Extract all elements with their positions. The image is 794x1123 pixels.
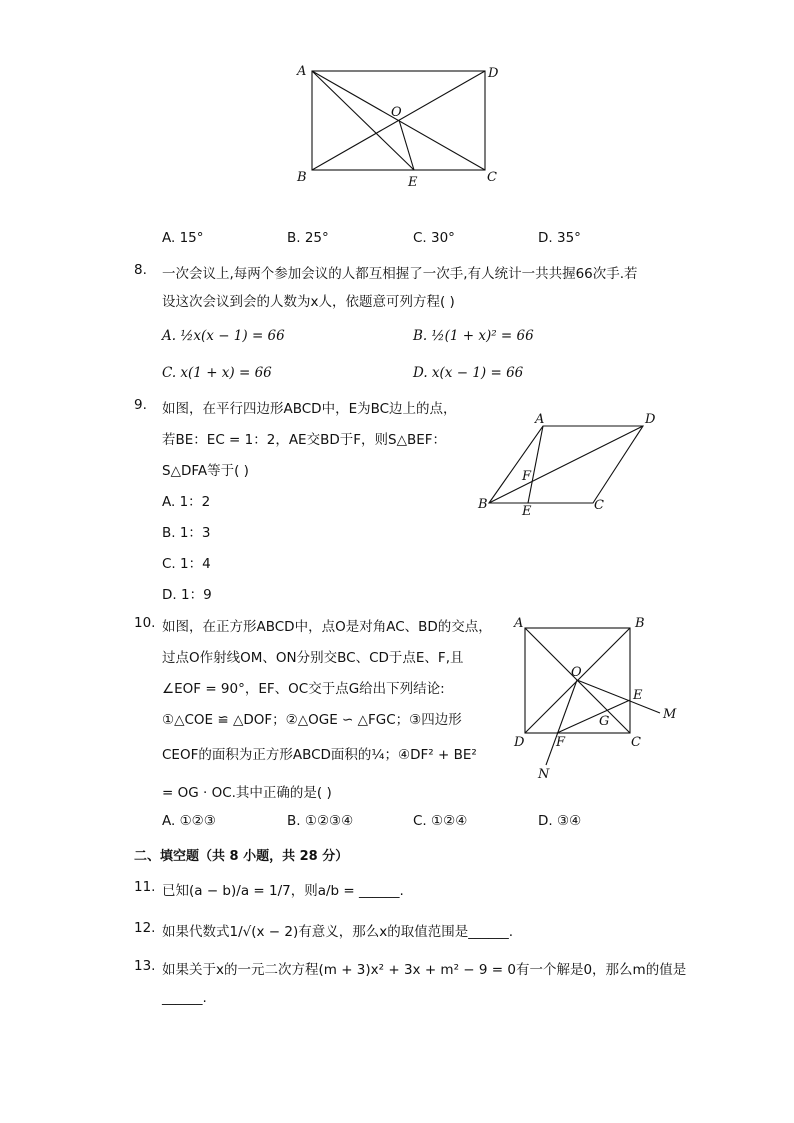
q13-stem-line2: ______. [162,990,207,1006]
q8-number: 8. [134,262,147,278]
label-e: E [408,175,418,190]
label-c: C [487,170,497,185]
q13-stem-line1: 如果关于x的一元二次方程(m + 3)x² + 3x + m² − 9 = 0有一个解是0，那么m的值是 [162,962,687,978]
ray-on [546,680,577,765]
q7-option-a: A. 15° [162,230,204,246]
q7-option-c: C. 30° [413,230,455,246]
q10-stem-line6: = OG · OC.其中正确的是( ) [162,785,332,801]
label-a: A [297,64,307,79]
q9-option-b: B. 1：3 [162,525,211,541]
q9-option-c: C. 1：4 [162,556,211,572]
label-b: B [478,497,488,512]
q9-option-a: A. 1：2 [162,494,211,510]
q10-number: 10. [134,615,156,631]
label-a: A [514,616,524,631]
label-a: A [535,412,545,427]
q13-number: 13. [134,958,156,974]
label-o: O [571,665,582,680]
label-m: M [663,707,677,722]
q10-stem-line5: CEOF的面积为正方形ABCD面积的¼；④DF² + BE² [162,747,477,763]
q12-stem: 如果代数式1/√(x − 2)有意义，那么x的取值范围是______. [162,924,514,940]
q9-number: 9. [134,397,147,413]
q8-option-a: A. ½x(x − 1) = 66 [162,328,285,344]
label-e: E [522,504,532,519]
q10-option-d: D. ③④ [538,813,582,829]
label-b: B [635,616,645,631]
q8-stem-line1: 一次会议上,每两个参加会议的人都互相握了一次手,有人统计一共共握66次手.若 [162,266,638,282]
q11-number: 11. [134,879,156,895]
q10-option-c: C. ①②④ [413,813,468,829]
q12-number: 12. [134,920,156,936]
q9-stem-line1: 如图，在平行四边形ABCD中，E为BC边上的点， [162,401,457,417]
q7-option-d: D. 35° [538,230,581,246]
label-g: G [599,714,610,729]
label-o: O [391,105,402,120]
q9-stem-line2: 若BE：EC = 1：2，AE交BD于F，则S△BEF： [162,432,447,448]
q8-option-c: C. x(1 + x) = 66 [162,365,272,381]
q10-stem-line3: ∠EOF = 90°，EF、OC交于点G给出下列结论: [162,681,445,697]
ray-om [577,680,660,713]
q10-option-a: A. ①②③ [162,813,216,829]
label-d: D [488,66,499,81]
q9-option-d: D. 1：9 [162,587,212,603]
q10-stem-line4: ①△COE ≌ △DOF；②△OGE ∽ △FGC；③四边形 [162,712,462,728]
label-e: E [633,688,643,703]
q7-option-b: B. 25° [287,230,329,246]
q10-stem-line2: 过点O作射线OM、ON分别交BC、CD于点E、F,且 [162,650,464,666]
q8-option-d: D. x(x − 1) = 66 [413,365,524,381]
q8-option-b: B. ½(1 + x)² = 66 [413,328,534,344]
label-c: C [594,498,604,513]
label-f: F [522,469,532,484]
label-d: D [645,412,656,427]
q9-stem-line3: S△DFA等于( ) [162,463,249,479]
label-b: B [297,170,307,185]
label-f: F [556,735,566,750]
section-heading-fill-blank: 二、填空题（共 8 小题，共 28 分） [134,849,349,864]
label-c: C [631,735,641,750]
label-n: N [538,767,550,782]
q11-stem: 已知(a − b)/a = 1/7，则a/b = ______. [162,883,404,899]
q10-option-b: B. ①②③④ [287,813,354,829]
q8-stem-line2: 设这次会议到会的人数为x人，依题意可列方程( ) [162,294,455,310]
q10-stem-line1: 如图，在正方形ABCD中，点O是对角AC、BD的交点， [162,619,492,635]
label-d: D [514,735,525,750]
